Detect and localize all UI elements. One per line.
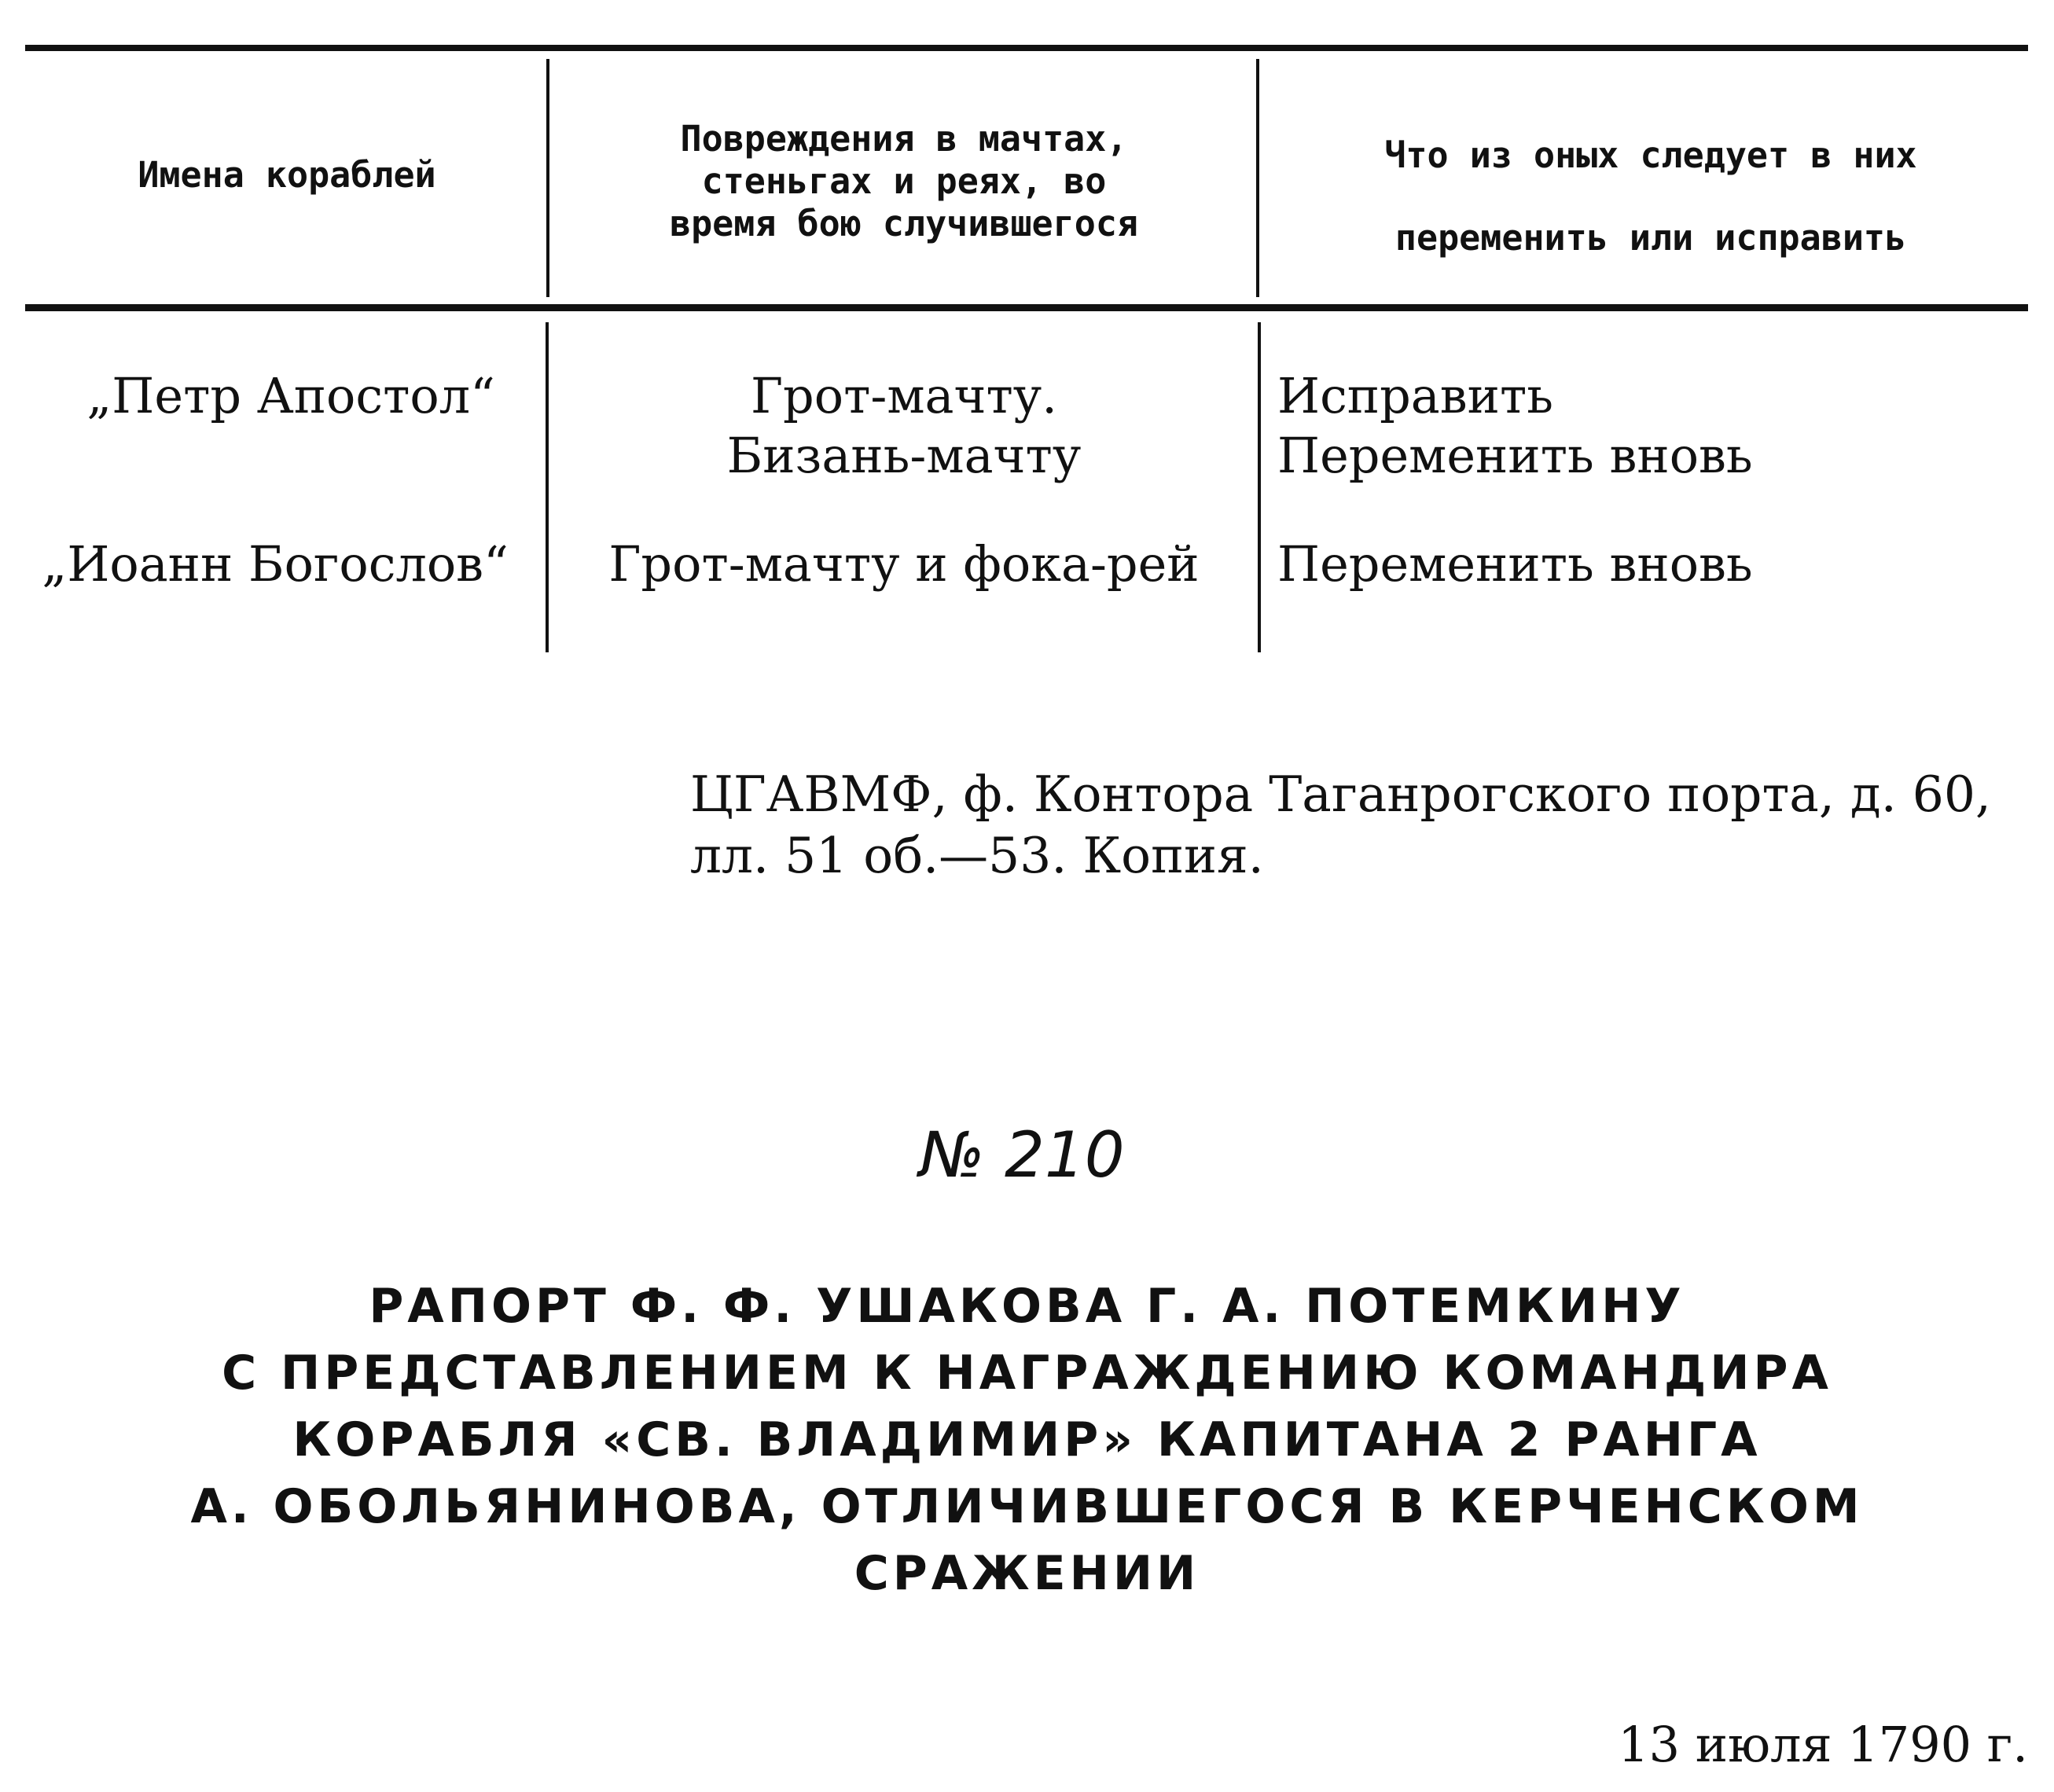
archive-source-citation: ЦГАВМФ, ф. Контора Таганрогского порта, д. 60, лл. 51 об.—53. Копия.: [690, 766, 1991, 884]
table-row-1-damage: Грот-мачту. Бизань-мачту: [726, 367, 1082, 484]
table-top-rule: [25, 45, 2028, 51]
table-row-2-damage: Грот-мачту и фока-рей: [608, 535, 1200, 593]
table-row-2-ship: „Иоанн Богослов“: [42, 535, 509, 593]
header-column-divider-2: [1256, 59, 1259, 297]
table-row-2-action: Переменить вновь: [1277, 535, 1753, 593]
document-number: № 210: [919, 1118, 1125, 1192]
table-row-1-action: Исправить Переменить вновь: [1277, 367, 1753, 484]
header-damage: Повреждения в мачтах, стеньгах и реях, во время бою случившегося: [669, 118, 1139, 244]
header-ship-names: Имена кораблей: [138, 154, 436, 196]
body-column-divider-2: [1258, 322, 1261, 652]
header-action: Что из оных следует в них переменить или исправить: [1384, 134, 1917, 259]
body-column-divider-1: [546, 322, 549, 652]
document-title: РАПОРТ Ф. Ф. УШАКОВА Г. А. ПОТЕМКИНУ С ПРЕДСТАВЛЕНИЕМ К НАГРАЖДЕНИЮ КОМАНДИРА КОРАБЛЯ «СВ. ВЛАДИМИР» КАПИТАНА 2 РАНГА А. ОБОЛЬЯНИНОВА, ОТЛИЧИВШЕГОСЯ В КЕРЧЕНСКОМ СРАЖЕНИИ: [190, 1279, 1864, 1601]
table-header-rule: [25, 304, 2028, 311]
table-row-1-ship: „Петр Апостол“: [86, 367, 495, 424]
document-date: 13 июля 1790 г.: [1618, 1716, 2028, 1773]
header-column-divider-1: [546, 59, 549, 297]
